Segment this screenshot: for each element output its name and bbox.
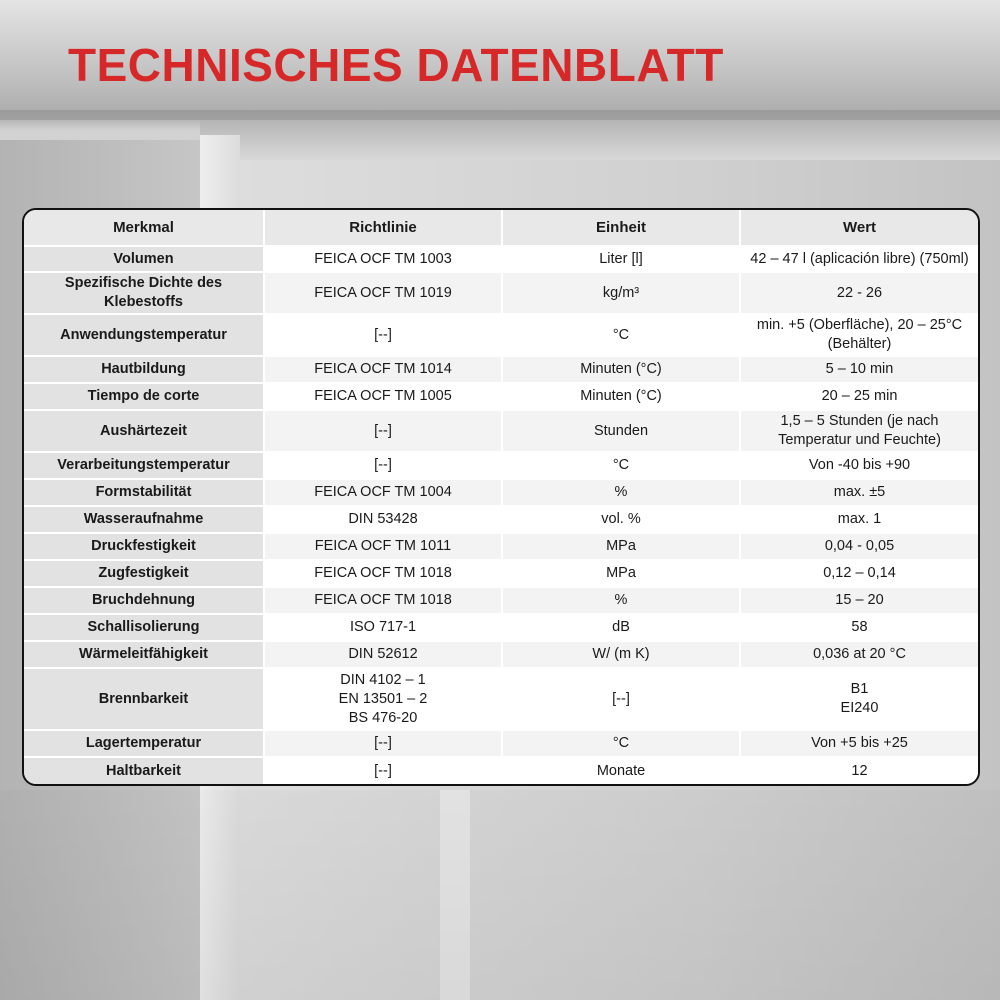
table-row <box>24 479 978 506</box>
table-row <box>24 730 978 757</box>
background-shade <box>0 790 1000 1000</box>
header-einheit: Einheit <box>502 210 740 246</box>
cell-einheit: Liter [l] <box>502 246 740 272</box>
cell-wert: 12 <box>740 757 978 784</box>
cell-merkmal: Brennbarkeit <box>24 668 264 730</box>
cell-merkmal: Zugfestigkeit <box>24 560 264 587</box>
cell-merkmal: Aushärtezeit <box>24 410 264 452</box>
table-row <box>24 272 978 314</box>
cell-wert: 15 – 20 <box>740 587 978 614</box>
cell-richtlinie: FEICA OCF TM 1004 <box>264 479 502 506</box>
table-row <box>24 668 978 730</box>
cell-einheit: MPa <box>502 533 740 560</box>
cell-wert: 1,5 – 5 Stunden (je nach Temperatur und Feuchte) <box>740 410 978 452</box>
cell-merkmal: Anwendungstemperatur <box>24 314 264 356</box>
cell-merkmal: Wärmeleitfähigkeit <box>24 641 264 668</box>
table-row <box>24 560 978 587</box>
cell-einheit: W/ (m K) <box>502 641 740 668</box>
cell-einheit: Stunden <box>502 410 740 452</box>
table-row <box>24 506 978 533</box>
cell-merkmal: Bruchdehnung <box>24 587 264 614</box>
cell-einheit: % <box>502 479 740 506</box>
background-door-lintel <box>200 120 1000 160</box>
cell-einheit: kg/m³ <box>502 272 740 314</box>
cell-einheit: % <box>502 587 740 614</box>
cell-wert: min. +5 (Oberfläche), 20 – 25°C (Behälter) <box>740 314 978 356</box>
cell-wert: B1 EI240 <box>740 668 978 730</box>
page-title: TECHNISCHES DATENBLATT <box>68 39 724 91</box>
cell-richtlinie: FEICA OCF TM 1011 <box>264 533 502 560</box>
cell-wert: 20 – 25 min <box>740 383 978 410</box>
cell-richtlinie: ISO 717-1 <box>264 614 502 641</box>
cell-wert: Von -40 bis +90 <box>740 452 978 479</box>
cell-einheit: °C <box>502 452 740 479</box>
cell-richtlinie: [--] <box>264 410 502 452</box>
cell-merkmal: Lagertemperatur <box>24 730 264 757</box>
cell-richtlinie: [--] <box>264 757 502 784</box>
cell-einheit: [--] <box>502 668 740 730</box>
cell-einheit: Monate <box>502 757 740 784</box>
cell-einheit: vol. % <box>502 506 740 533</box>
cell-wert: 5 – 10 min <box>740 356 978 383</box>
cell-richtlinie: FEICA OCF TM 1014 <box>264 356 502 383</box>
table-row <box>24 383 978 410</box>
table-row <box>24 533 978 560</box>
cell-richtlinie: DIN 52612 <box>264 641 502 668</box>
cell-einheit: Minuten (°C) <box>502 383 740 410</box>
header-richtlinie: Richtlinie <box>264 210 502 246</box>
table-row <box>24 452 978 479</box>
cell-merkmal: Druckfestigkeit <box>24 533 264 560</box>
cell-richtlinie: DIN 4102 – 1 EN 13501 – 2 BS 476-20 <box>264 668 502 730</box>
cell-wert: max. ±5 <box>740 479 978 506</box>
cell-richtlinie: FEICA OCF TM 1003 <box>264 246 502 272</box>
cell-merkmal: Spezifische Dichte des Klebestoffs <box>24 272 264 314</box>
table-row <box>24 614 978 641</box>
header-merkmal: Merkmal <box>24 210 264 246</box>
datasheet-table-container <box>22 208 980 786</box>
table-row <box>24 246 978 272</box>
cell-merkmal: Hautbildung <box>24 356 264 383</box>
cell-richtlinie: [--] <box>264 730 502 757</box>
cell-richtlinie: DIN 53428 <box>264 506 502 533</box>
cell-wert: 58 <box>740 614 978 641</box>
cell-merkmal: Volumen <box>24 246 264 272</box>
cell-wert: 0,036 at 20 °C <box>740 641 978 668</box>
header-wert: Wert <box>740 210 978 246</box>
table-row <box>24 587 978 614</box>
cell-wert: 22 - 26 <box>740 272 978 314</box>
cell-richtlinie: FEICA OCF TM 1019 <box>264 272 502 314</box>
cell-merkmal: Tiempo de corte <box>24 383 264 410</box>
table-row <box>24 410 978 452</box>
cell-einheit: °C <box>502 314 740 356</box>
table-row <box>24 314 978 356</box>
cell-merkmal: Formstabilität <box>24 479 264 506</box>
table-body <box>24 246 978 784</box>
cell-wert: 0,04 - 0,05 <box>740 533 978 560</box>
cell-merkmal: Haltbarkeit <box>24 757 264 784</box>
cell-richtlinie: FEICA OCF TM 1018 <box>264 560 502 587</box>
cell-merkmal: Wasseraufnahme <box>24 506 264 533</box>
cell-einheit: °C <box>502 730 740 757</box>
cell-richtlinie: [--] <box>264 452 502 479</box>
cell-wert: 0,12 – 0,14 <box>740 560 978 587</box>
cell-wert: Von +5 bis +25 <box>740 730 978 757</box>
table-header-row <box>24 210 978 246</box>
cell-einheit: dB <box>502 614 740 641</box>
table-row <box>24 641 978 668</box>
cell-richtlinie: FEICA OCF TM 1005 <box>264 383 502 410</box>
cell-wert: max. 1 <box>740 506 978 533</box>
cell-wert: 42 – 47 l (aplicación libre) (750ml) <box>740 246 978 272</box>
cell-einheit: MPa <box>502 560 740 587</box>
cell-einheit: Minuten (°C) <box>502 356 740 383</box>
cell-richtlinie: FEICA OCF TM 1018 <box>264 587 502 614</box>
table-row <box>24 757 978 784</box>
datasheet-table <box>24 210 978 784</box>
cell-richtlinie: [--] <box>264 314 502 356</box>
table-row <box>24 356 978 383</box>
cell-merkmal: Schallisolierung <box>24 614 264 641</box>
cell-merkmal: Verarbeitungstemperatur <box>24 452 264 479</box>
